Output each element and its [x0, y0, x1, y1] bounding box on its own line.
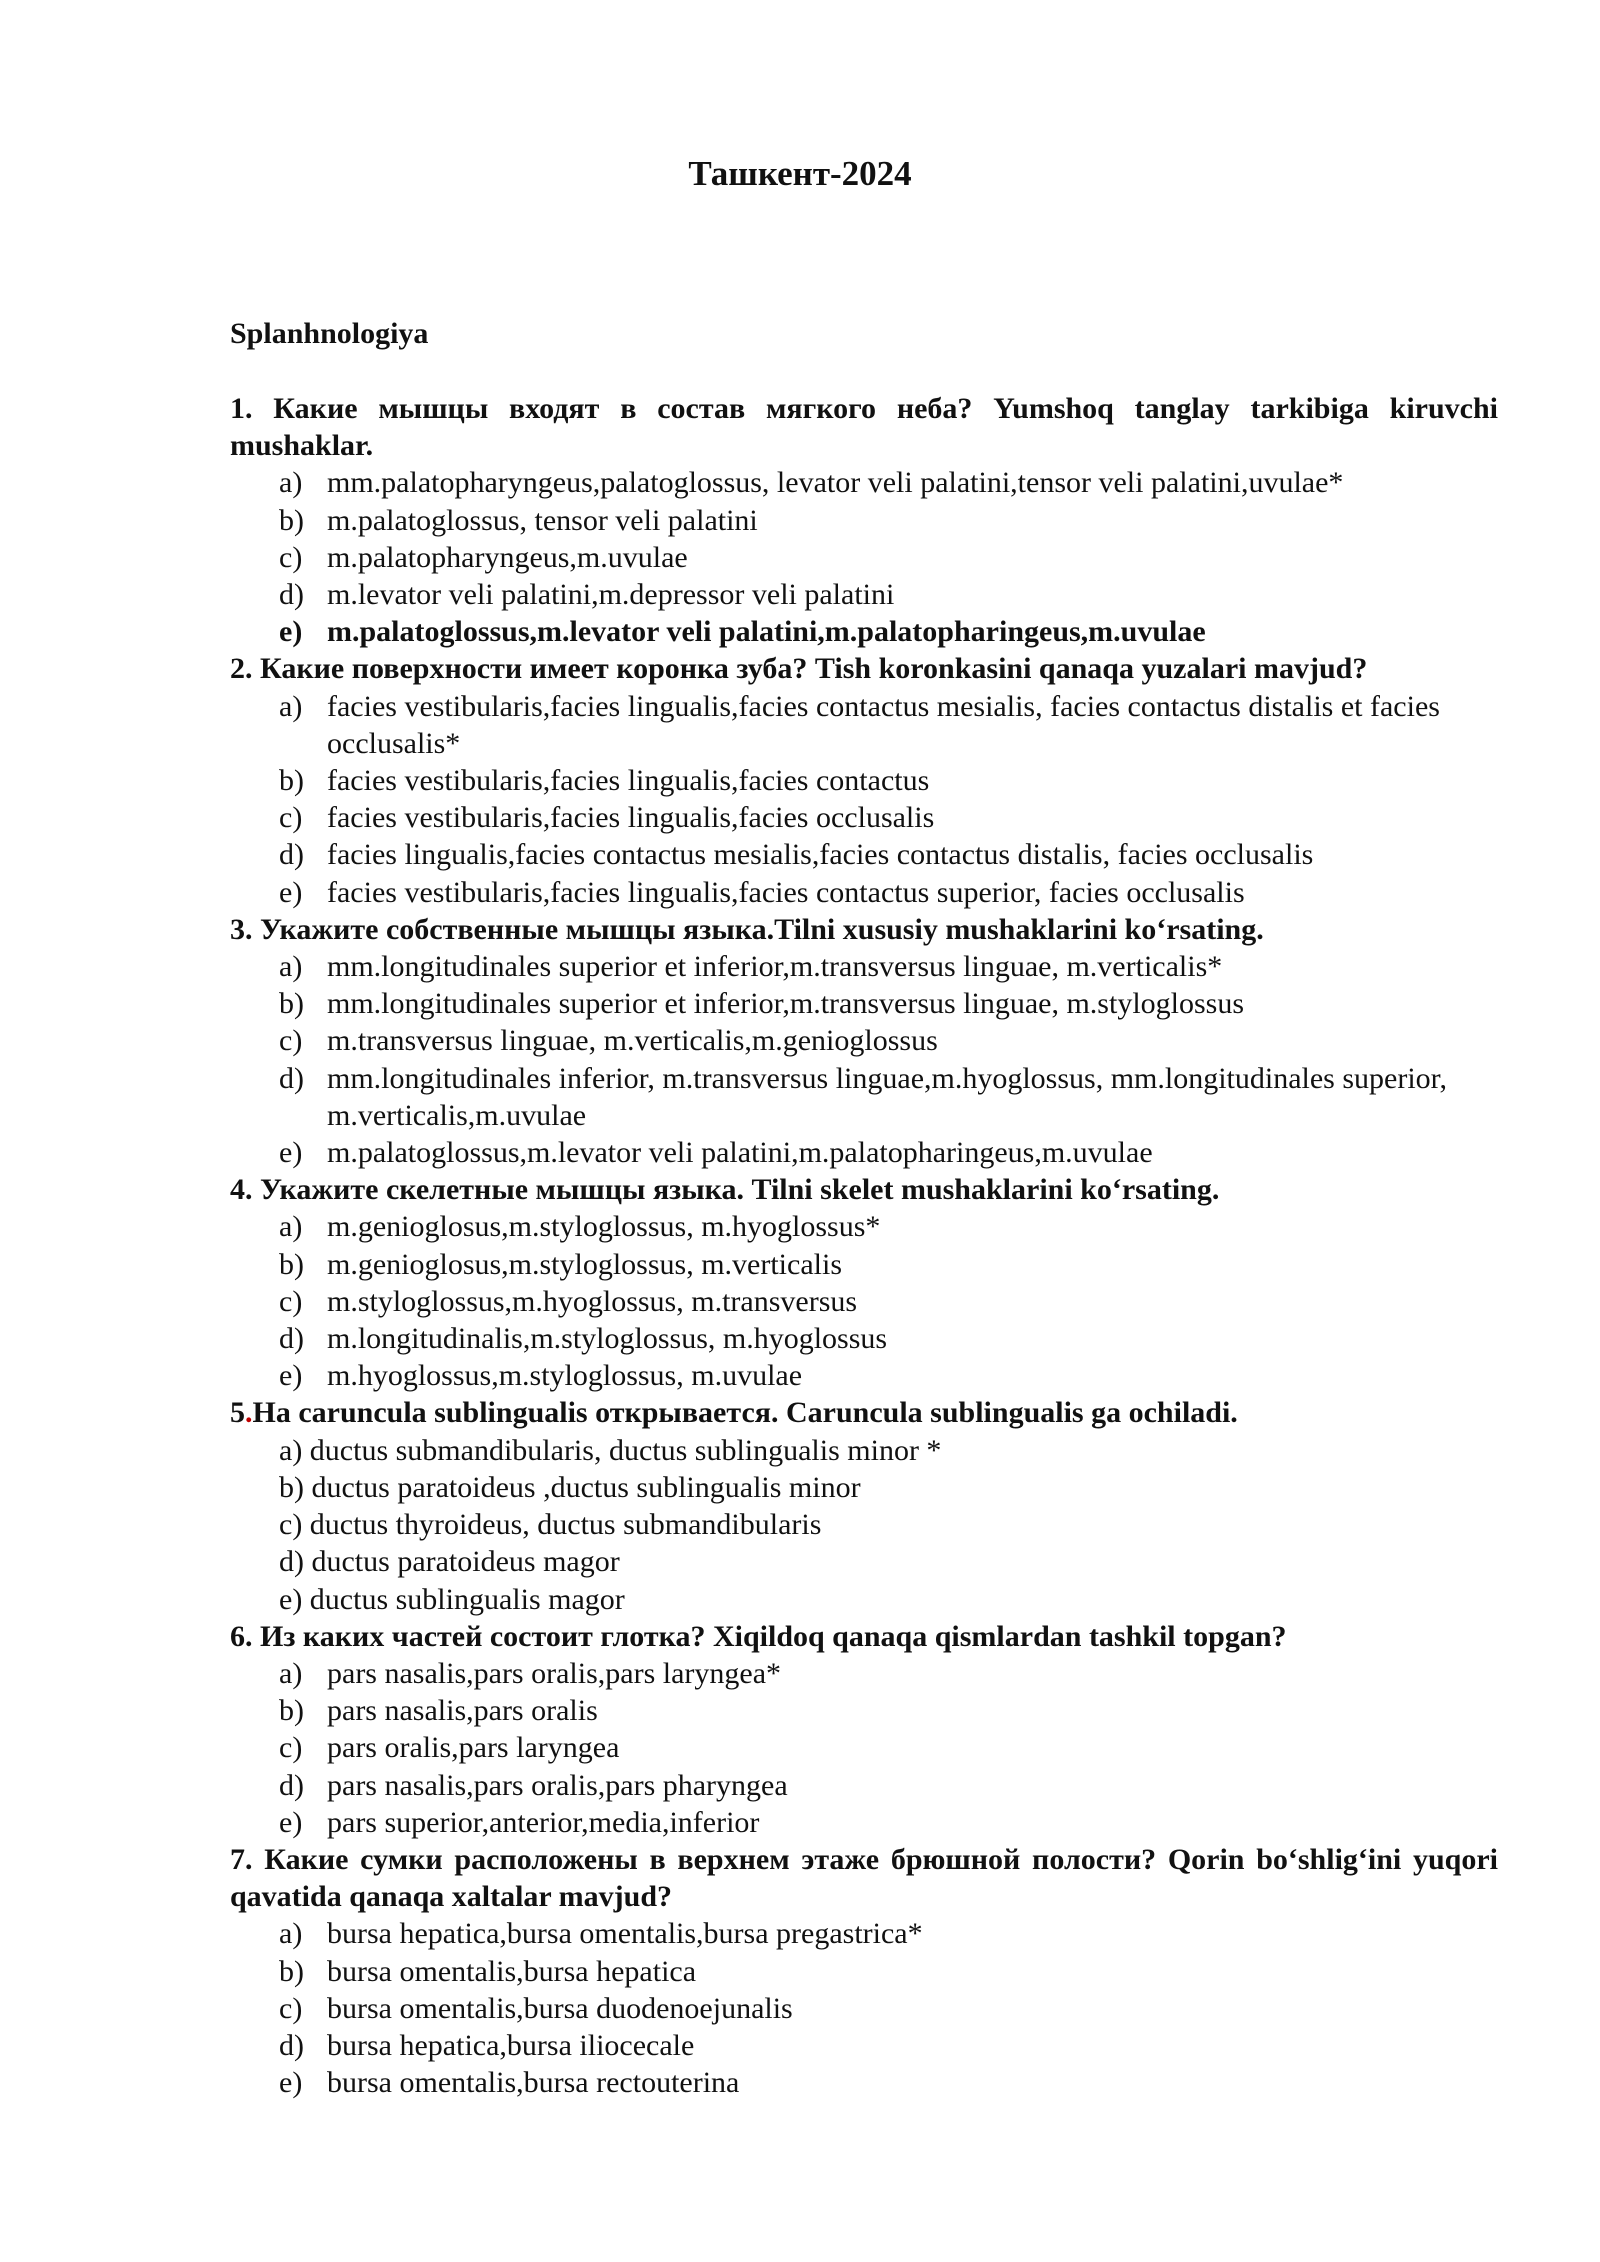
option-text: pars superior,anterior,media,inferior: [327, 1805, 760, 1839]
option-text: m.palatoglossus,m.levator veli palatini,m.palatopharingeus,m.uvulae: [327, 615, 1206, 649]
option-letter: d): [279, 1768, 304, 1802]
option-text: facies lingualis,facies contactus mesialis,facies contactus distalis, facies occlusalis: [327, 838, 1314, 872]
option-letter: a): [279, 466, 303, 500]
option-6d: [230, 1767, 1498, 1804]
option-letter: d): [279, 578, 304, 612]
option-letter: a): [279, 689, 303, 723]
option-text: m.genioglosus,m.styloglossus, m.hyoglossus*: [327, 1210, 881, 1244]
option-text: m.genioglosus,m.styloglossus, m.verticalis: [327, 1247, 842, 1281]
option-letter: b): [279, 1954, 304, 1988]
question-7: 7. Какие сумки расположены в верхнем этаже брюшной полости? Qorin bo‘shlig‘ini yuqori qavatida qanaqa xaltalar mavjud?: [230, 1842, 1498, 1914]
question-6: 6. Из каких частей состоит глотка? Xiqildoq qanaqa qismlardan tashkil topgan?: [230, 1619, 1287, 1653]
option-letter: e): [279, 1805, 303, 1839]
option-text: m.palatoglossus,m.levator veli palatini,m.palatopharingeus,m.uvulae: [327, 1136, 1153, 1170]
page-title: Ташкент-2024: [688, 154, 912, 193]
option-1e: [230, 613, 1498, 650]
option-letter: e): [279, 615, 303, 649]
option-3e: [230, 1134, 1498, 1171]
option-7c: [230, 1990, 1498, 2027]
option-5d: d) ductus paratoideus magor: [279, 1545, 620, 1579]
section-title: Splanhnologiya: [230, 317, 429, 350]
option-letter: e): [279, 875, 303, 909]
option-letter: e): [279, 1136, 303, 1170]
question-4: 4. Укажите скелетные мышцы языка. Tilni skelet mushaklarini ko‘rsating.: [230, 1173, 1220, 1207]
option-letter: b): [279, 764, 304, 798]
option-6a: [230, 1655, 1498, 1692]
option-7d: [230, 2027, 1498, 2064]
option-text: pars nasalis,pars oralis,pars pharyngea: [327, 1768, 788, 1802]
option-letter: d): [279, 1061, 304, 1095]
option-1a: [230, 464, 1498, 501]
option-4c: [230, 1283, 1498, 1320]
option-6b: [230, 1692, 1498, 1729]
option-text: bursa hepatica,bursa omentalis,bursa pregastrica*: [327, 1917, 923, 1951]
option-4b: [230, 1246, 1498, 1283]
option-letter: d): [279, 838, 304, 872]
option-4d: [230, 1320, 1498, 1357]
option-text: facies vestibularis,facies lingualis,facies contactus superior, facies occlusalis: [327, 875, 1245, 909]
option-5a: a) ductus submandibularis, ductus sublingualis minor *: [279, 1433, 942, 1467]
option-letter: a): [279, 1917, 303, 1951]
option-4a: [230, 1208, 1498, 1245]
option-text: m.palatopharyngeus,m.uvulae: [327, 540, 688, 574]
option-letter: a): [279, 1656, 303, 1690]
option-4e: [230, 1357, 1498, 1394]
option-letter: b): [279, 987, 304, 1021]
option-letter: a): [279, 1210, 303, 1244]
option-2b: [230, 762, 1498, 799]
option-1b: [230, 502, 1498, 539]
option-5b: b) ductus paratoideus ,ductus sublingualis minor: [279, 1470, 861, 1504]
option-3a: [230, 948, 1498, 985]
option-1c: [230, 539, 1498, 576]
option-letter: c): [279, 1284, 303, 1318]
option-text: facies vestibularis,facies lingualis,facies occlusalis: [327, 801, 935, 835]
option-2e: [230, 874, 1498, 911]
option-text: pars nasalis,pars oralis: [327, 1694, 598, 1728]
option-letter: b): [279, 1247, 304, 1281]
option-letter: c): [279, 801, 303, 835]
option-letter: e): [279, 2066, 303, 2100]
option-text: m.levator veli palatini,m.depressor veli palatini: [327, 578, 895, 612]
question-list: [230, 390, 1498, 2101]
option-1d: [230, 576, 1498, 613]
option-text: mm.palatopharyngeus,palatoglossus, levator veli palatini,tensor veli palatini,uvulae*: [327, 466, 1344, 500]
option-letter: e): [279, 1359, 303, 1393]
option-letter: a): [279, 950, 303, 984]
option-text: bursa omentalis,bursa duodenoejunalis: [327, 1991, 793, 2025]
option-text: facies vestibularis,facies lingualis,facies contactus: [327, 764, 930, 798]
option-text: facies vestibularis,facies lingualis,facies contactus mesialis, facies contactus distalis et facies occlusalis*: [327, 689, 1440, 760]
question-1: 1. Какие мышцы входят в состав мягкого неба? Yumshoq tanglay tarkibiga kiruvchi mushaklar.: [230, 392, 1498, 463]
option-letter: b): [279, 503, 304, 537]
option-7a: [230, 1915, 1498, 1952]
question-3: 3. Укажите собственные мышцы языка.Tilni xususiy mushaklarini ko‘rsating.: [230, 912, 1264, 946]
option-7b: [230, 1953, 1498, 1990]
option-2c: [230, 799, 1498, 836]
option-text: pars nasalis,pars oralis,pars laryngea*: [327, 1656, 782, 1690]
option-2d: [230, 836, 1498, 873]
option-3d: [230, 1060, 1498, 1134]
option-text: m.transversus linguae, m.verticalis,m.genioglossus: [327, 1024, 938, 1058]
option-text: m.longitudinalis,m.styloglossus, m.hyoglossus: [327, 1322, 888, 1356]
option-6c: [230, 1729, 1498, 1766]
question-number-dot: .: [245, 1396, 253, 1430]
option-letter: c): [279, 1731, 303, 1765]
option-2a: [230, 688, 1498, 762]
option-letter: d): [279, 1322, 304, 1356]
option-text: pars oralis,pars laryngea: [327, 1731, 620, 1765]
question-number: 5: [230, 1396, 245, 1430]
option-letter: d): [279, 2028, 304, 2062]
option-text: m.hyoglossus,m.styloglossus, m.uvulae: [327, 1359, 803, 1393]
option-5c: c) ductus thyroideus, ductus submandibularis: [279, 1508, 822, 1542]
option-text: mm.longitudinales inferior, m.transversus linguae,m.hyoglossus, mm.longitudinales superior, m.verticalis,m.uvulae: [327, 1061, 1447, 1132]
option-5e: e) ductus sublingualis magor: [279, 1582, 625, 1616]
option-3c: [230, 1022, 1498, 1059]
option-letter: c): [279, 1024, 303, 1058]
option-7e: [230, 2064, 1498, 2101]
option-text: m.palatoglossus, tensor veli palatini: [327, 503, 758, 537]
question-2: 2. Какие поверхности имеет коронка зуба? Tish koronkasini qanaqa yuzalari mavjud?: [230, 652, 1368, 686]
option-text: mm.longitudinales superior et inferior,m.transversus linguae, m.verticalis*: [327, 950, 1223, 984]
option-letter: c): [279, 540, 303, 574]
question-text: На caruncula sublingualis открывается. Caruncula sublingualis ga ochiladi.: [252, 1396, 1238, 1430]
option-letter: b): [279, 1694, 304, 1728]
option-text: bursa hepatica,bursa iliocecale: [327, 2028, 695, 2062]
question-5: [230, 1394, 1498, 1431]
option-text: mm.longitudinales superior et inferior,m.transversus linguae, m.styloglossus: [327, 987, 1245, 1021]
option-text: m.styloglossus,m.hyoglossus, m.transversus: [327, 1284, 858, 1318]
option-text: bursa omentalis,bursa rectouterina: [327, 2066, 740, 2100]
option-letter: c): [279, 1991, 303, 2025]
option-text: bursa omentalis,bursa hepatica: [327, 1954, 697, 1988]
option-3b: [230, 985, 1498, 1022]
option-6e: [230, 1804, 1498, 1841]
